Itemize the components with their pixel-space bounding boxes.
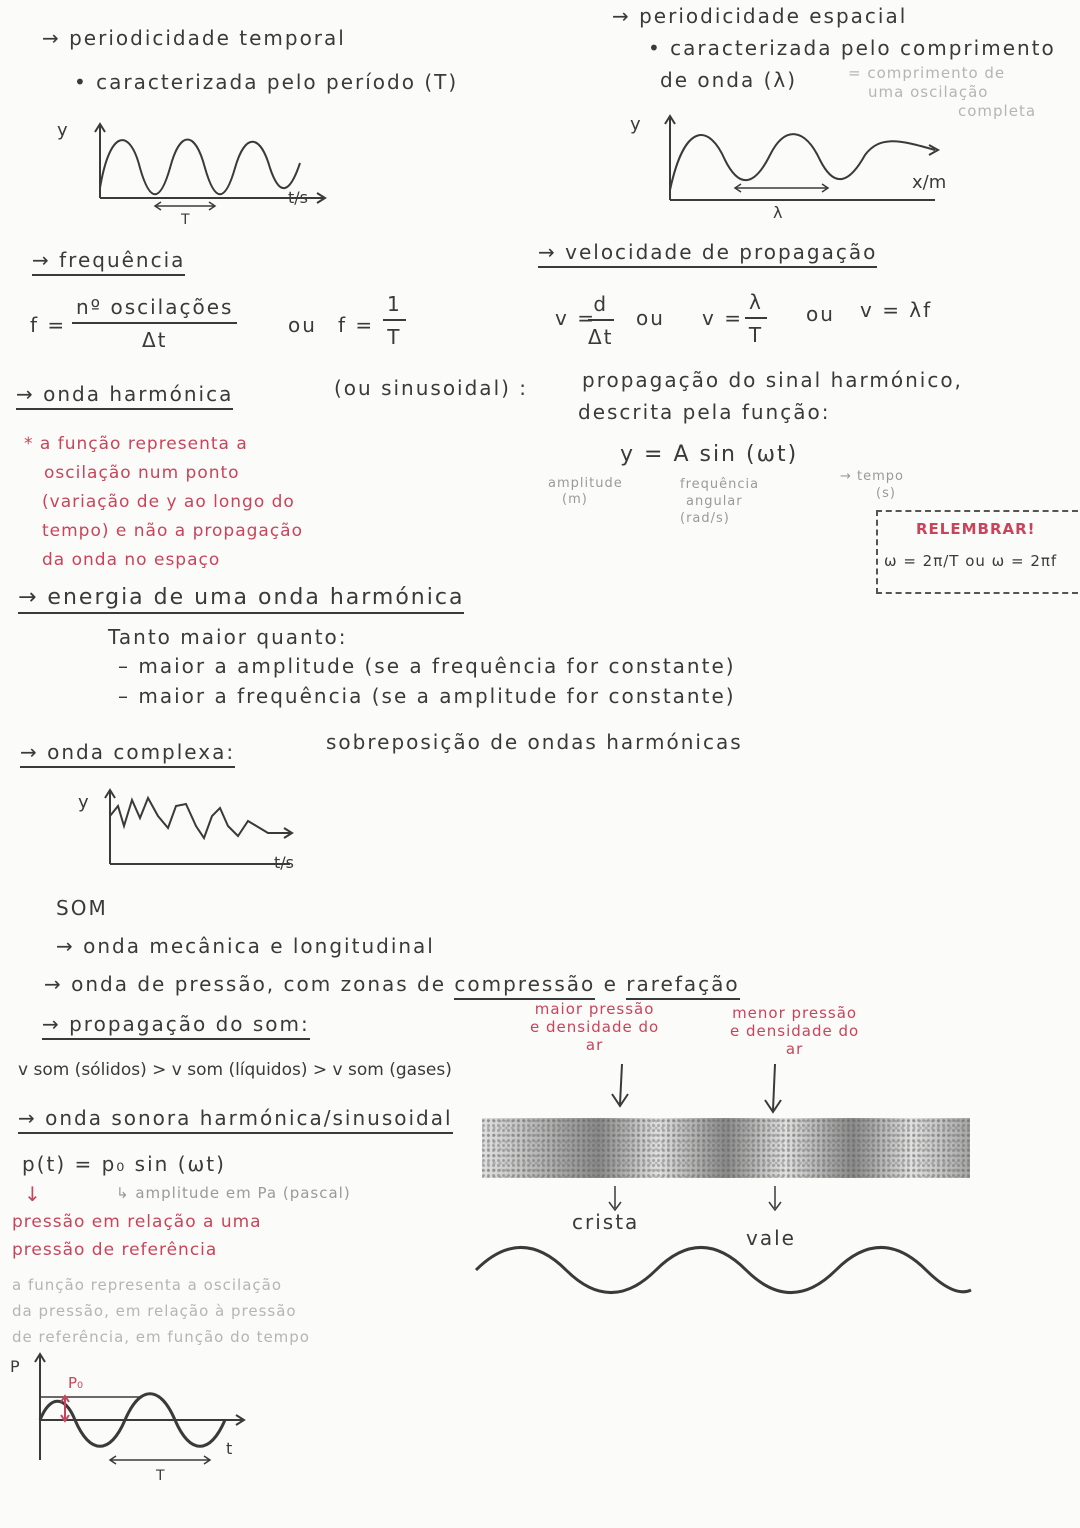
spatial-bullet-1: • caracterizada pelo comprimento [648,36,1056,60]
spatial-side-note: = comprimento de uma oscilação completa [848,64,1037,120]
spatial-wave-graph [630,110,990,220]
remember-title: RELEMBRAR! [916,520,1036,538]
compression-note: maior pressão e densidade do ar [530,1000,660,1054]
complex-desc: sobreposição de ondas harmónicas [326,730,743,754]
svg-text:P: P [10,1357,20,1376]
svg-text:y: y [78,792,89,813]
remember-formula: ω = 2π/T ou ω = 2πf [884,552,1058,570]
freq-f2: f = [338,313,375,337]
pressure-equation: p(t) = p₀ sin (ωt) [22,1152,226,1176]
harmonic-red-note: * a função representa a oscilação num ponto (variação de y ao longo do tempo) e não a propagação da onda no espaço [24,434,303,570]
vel-v1: v = [555,306,596,330]
rarefaction-note: menor pressão e densidade do ar [730,1004,860,1058]
pressure-gray-note: a função representa a oscilação da pressão, em relação à pressão de referência, em função do tempo [12,1276,310,1346]
vel-or-1: ou [636,306,665,330]
sound-title: SOM [56,896,108,920]
freq-f: f = [30,313,67,337]
freq-or: ou [288,313,317,337]
heading-energy: → energia de uma onda harmónica [18,585,464,610]
energy-item-1: – maior a amplitude (se a frequência for constante) [118,654,736,678]
ann-time: → tempo (s) [840,469,904,501]
pressure-red-2: pressão de referência [12,1240,218,1260]
svg-text:t/s: t/s [288,188,308,207]
compression-rarefaction-band [482,1118,970,1178]
heading-temporal: → periodicidade temporal [42,26,346,50]
temporal-bullet: • caracterizada pelo período (T) [74,70,459,94]
svg-text:P₀: P₀ [68,1374,84,1392]
svg-text:y: y [630,114,641,135]
sound-line-2: → onda de pressão, com zonas de compressão e rarefação [44,972,740,996]
vel-v2: v = [702,306,743,330]
harmonic-label: → onda harmónica [16,382,233,406]
y-label: y [57,120,68,141]
sound-speeds: v som (sólidos) > v som (líquidos) > v som (gases) [18,1060,452,1080]
pressure-wave-graph [10,1350,270,1490]
vel-fraction-1: $\frac{d}{\Delta t}$ [588,292,614,349]
heading-spatial: → periodicidade espacial [612,4,908,28]
svg-text:T: T [156,1468,165,1484]
freq-fraction-2: $\frac{1}{T}$ [383,292,406,349]
complex-label: → onda complexa: [20,740,235,764]
harmonic-paren: (ou sinusoidal) : [334,376,529,400]
freq-fraction: nº oscilações Δt [72,295,237,352]
heading-velocity: → velocidade de propagação [538,240,877,268]
harmonic-desc-2: descrita pela função: [578,400,831,424]
vel-fraction-2: $\frac{\lambda}{T}$ [745,290,767,347]
trough-label: vale [746,1226,796,1250]
energy-item-2: – maior a frequência (se a amplitude for constante) [118,684,736,708]
spatial-bullet-2: de onda (λ) [660,68,798,92]
svg-text:t: t [226,1439,233,1458]
vel-or-2: ou [806,302,835,326]
amplitude-note: ↳ amplitude em Pa (pascal) [116,1184,351,1202]
down-arrow: ↓ [24,1182,43,1206]
ann-frequency: frequência angular (rad/s) [680,477,760,526]
pressure-red-1: pressão em relação a uma [12,1212,262,1232]
ann-amplitude: amplitude (m) [548,476,623,507]
harmonic-desc-1: propagação do sinal harmónico, [582,368,963,392]
heading-frequency: → frequência [32,248,185,276]
svg-text:x/m: x/m [912,172,947,193]
sound-propagation: → propagação do som: [42,1012,310,1036]
complex-wave-graph [78,786,338,886]
sound-sine-wave [476,1240,976,1310]
svg-text:T: T [181,212,190,228]
svg-text:t/s: t/s [274,853,294,872]
sound-harmonic: → onda sonora harmónica/sinusoidal [18,1106,453,1130]
svg-text:λ: λ [773,203,783,222]
pressure-arrows [600,1060,800,1120]
harmonic-equation: y = A sin (ωt) [620,442,799,467]
sound-line-1: → onda mecânica e longitudinal [56,934,435,958]
energy-intro: Tanto maior quanto: [108,625,348,649]
vel-v3: v = λf [860,298,933,322]
crest-label: crista [572,1210,640,1234]
temporal-wave-graph [55,118,355,228]
